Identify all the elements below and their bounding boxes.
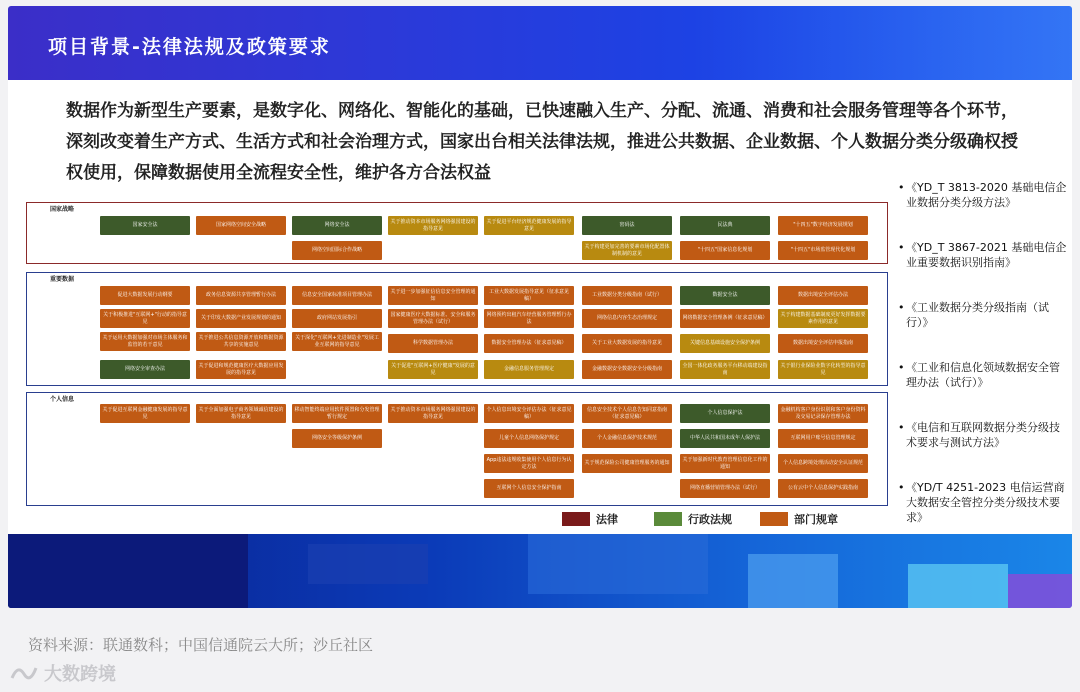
policy-box: 网络安全等级保护条例	[292, 429, 382, 448]
policy-box: 工业数据分类分级指南（试行）	[582, 286, 672, 305]
policy-box: 关于促进互联网金融健康发展的指导意见	[100, 404, 190, 423]
policy-box: 关于促进平台经济规范健康发展的指导意见	[484, 216, 574, 235]
policy-box: 关于促进和规范健康医疗大数据应用发展的指导意见	[196, 360, 286, 379]
policy-box: "十四五"数字经济发展规划	[778, 216, 868, 235]
legend-label-admin: 行政法规	[688, 513, 732, 526]
policy-box: 国家网络空间安全战略	[196, 216, 286, 235]
legend-label-dept: 部门规章	[794, 513, 838, 526]
policy-box: 金融机构客户身份识别和客户身份资料及交易记录保存管理办法	[778, 404, 868, 423]
policy-box: 网络信息内容生态治理规定	[582, 309, 672, 328]
standard-item: • 《工业数据分类分级指南（试行）》	[898, 301, 1049, 329]
policy-box: 信息安全国家标准项目管理办法	[292, 286, 382, 305]
policy-box: 数据出境安全评估申报指南	[778, 334, 868, 353]
watermark	[8, 660, 116, 686]
group-label: 国家战略	[50, 206, 75, 213]
policy-box: 政府网站发展指引	[292, 309, 382, 328]
policy-box: 金融信息服务管理规定	[484, 360, 574, 379]
standard-item: • 《YD_T 3867-2021 基础电信企业重要数据识别指南》	[898, 241, 1067, 269]
policy-box: 民法典	[680, 216, 770, 235]
policy-box: 关于构建更加完善的要素市场化配置体制机制的意见	[582, 241, 672, 260]
policy-box: 网络数据安全管理条例（征求意见稿）	[680, 309, 770, 328]
policy-box: 关于深化"互联网+先进制造业"发展工业互联网的指导意见	[292, 332, 382, 351]
policy-box: 关于银行业保险业数字化转型的指导意见	[778, 360, 868, 379]
watermark-logo-icon	[8, 662, 40, 684]
policy-box: 网络预约出租汽车经营服务管理暂行办法	[484, 309, 574, 328]
policy-box: 网络空间国际合作战略	[292, 241, 382, 260]
policy-box: 政务信息资源共享管理暂行办法	[196, 286, 286, 305]
policy-box: 信息安全技术个人信息告知同意指南（征求意见稿）	[582, 404, 672, 423]
policy-box: 关键信息基础设施安全保护条例	[680, 334, 770, 353]
policy-box: 关于推动资本市场服务网络强国建设的指导意见	[388, 216, 478, 235]
standard-item: • 《工业和信息化领域数据安全管理办法（试行）》	[898, 361, 1060, 389]
policy-box: 数据安全管理办法（征求意见稿）	[484, 334, 574, 353]
page-title: 项目背景-法律法规及政策要求	[48, 36, 331, 58]
intro-paragraph: 数据作为新型生产要素，是数字化、网络化、智能化的基础，已快速融入生产、分配、流通、消费和社会服务管理等各个环节，深刻改变着生产方式、生活方式和社会治理方式，国家出台相关法律法规，推进公共数据、企业数据、个人数据分类分级确权授权使用，保障数据使用全流程安全性，维护各方合法权益	[66, 101, 1018, 183]
legend-dept	[760, 511, 838, 527]
policy-box: 关于印发大数据产业发展规划的通知	[196, 309, 286, 328]
group-label: 个人信息	[50, 396, 75, 403]
policy-box: "十四五"市场监管现代化规划	[778, 241, 868, 260]
policy-box: 金融数据安全数据安全分级指南	[582, 360, 672, 379]
policy-box: 关于促进"互联网+医疗健康"发展的意见	[388, 360, 478, 379]
policy-box: 公有云中个人信息保护实践指南	[778, 479, 868, 498]
policy-box: 关于推进公共信息资源开放和数据资源共享的实施意见	[196, 332, 286, 351]
legend-swatch-law	[562, 512, 590, 526]
legend-swatch-dept	[760, 512, 788, 526]
legend-admin	[654, 511, 732, 527]
policy-box: 工业大数据发展指导意见（征求意见稿）	[484, 286, 574, 305]
standard-item: • 《电信和互联网数据分类分级技术要求与测试方法》	[898, 421, 1060, 449]
policy-box: 儿童个人信息网络保护规定	[484, 429, 574, 448]
policy-box: 关于工业大数据发展的指导意见	[582, 334, 672, 353]
source-note: 资料来源：联通数科；中国信通院云大所；沙丘社区	[28, 636, 374, 654]
legend-swatch-admin	[654, 512, 682, 526]
policy-box: App违法违规收集使用个人信息行为认定方法	[484, 454, 574, 473]
policy-box: 互联网个人信息安全保护指南	[484, 479, 574, 498]
policy-box: 国家安全法	[100, 216, 190, 235]
policy-box: 全国一体化政务服务平台移动端建设指南	[680, 360, 770, 379]
policy-box: 关于运用大数据加强对市场主体服务和监管的若干意见	[100, 332, 190, 351]
header-bar	[8, 6, 1072, 80]
policy-box: 关于构建数据基础制度更好发挥数据要素作用的意见	[778, 309, 868, 328]
policy-box: 数据安全法	[680, 286, 770, 305]
policy-box: 个人信息出境安全评估办法（征求意见稿）	[484, 404, 574, 423]
standard-item: • 《YD_T 3813-2020 基础电信企业数据分类分级方法》	[898, 181, 1067, 209]
policy-box: 中华人民共和国未成年人保护法	[680, 429, 770, 448]
policy-box: 促进大数据发展行动纲要	[100, 286, 190, 305]
policy-box: 关于积极推进"互联网+"行动的指导意见	[100, 309, 190, 328]
policy-box: 密码法	[582, 216, 672, 235]
policy-box: 个人信息保护法	[680, 404, 770, 423]
legend-label-law: 法律	[596, 513, 618, 526]
policy-box: 移动智能终端应用软件预置和分发管理暂行规定	[292, 404, 382, 423]
policy-box: 互联网用户账号信息管理规定	[778, 429, 868, 448]
policy-box: 个人金融信息保护技术规范	[582, 429, 672, 448]
watermark-text: 大数跨境	[44, 664, 116, 685]
policy-box: 关于规范保险公司健康管理服务的通知	[582, 454, 672, 473]
policy-box: 关于推动资本市场服务网络强国建设的指导意见	[388, 404, 478, 423]
policy-box: 关于加强新时代教育管理信息化工作的通知	[680, 454, 770, 473]
group-label: 重要数据	[50, 276, 75, 283]
standard-item: • 《YD/T 4251-2023 电信运营商大数据安全管控分类分级技术要求》	[898, 481, 1065, 524]
legend-law	[562, 511, 618, 527]
policy-box: 科学数据管理办法	[388, 334, 478, 353]
policy-box: 数据出境安全评估办法	[778, 286, 868, 305]
policy-box: 网络安全审查办法	[100, 360, 190, 379]
policy-box: 网络直播营销管理办法（试行）	[680, 479, 770, 498]
policy-box: 网络安全法	[292, 216, 382, 235]
policy-box: 关于进一步加强征信信息安全管理的通知	[388, 286, 478, 305]
policy-box: 个人信息跨境处理活动安全认证规范	[778, 454, 868, 473]
policy-box: 国家健康医疗大数据标准、安全和服务管理办法（试行）	[388, 309, 478, 328]
footer-decoration	[8, 534, 1072, 608]
policy-box: 关于全面加强电子商务领域诚信建设的指导意见	[196, 404, 286, 423]
policy-box: "十四五"国家信息化规划	[680, 241, 770, 260]
